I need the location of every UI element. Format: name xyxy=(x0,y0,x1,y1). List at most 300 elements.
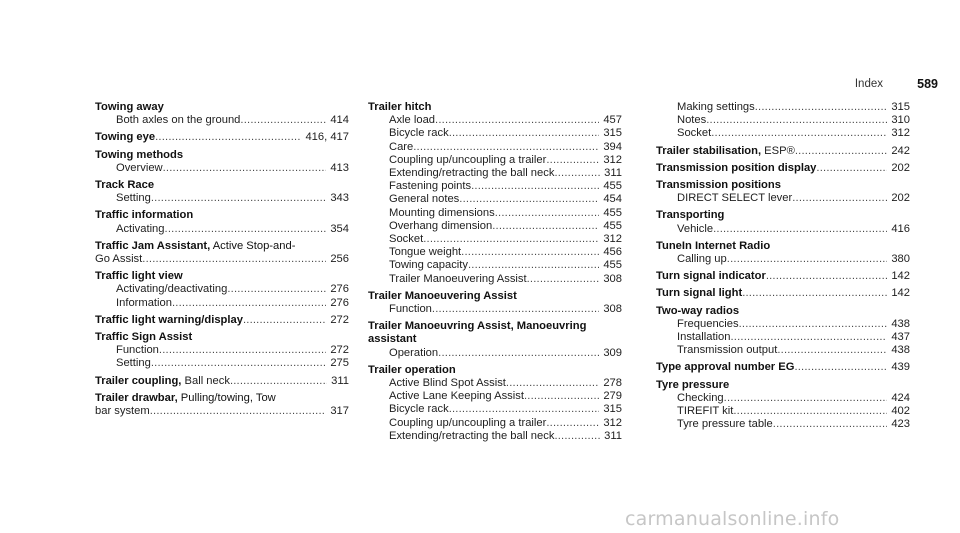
entry-heading xyxy=(95,179,349,192)
index-entry xyxy=(656,179,910,205)
index-line xyxy=(95,223,349,236)
page-ref: 275 xyxy=(330,357,349,370)
dot-leader xyxy=(554,430,600,443)
index-line xyxy=(368,377,622,390)
index-line xyxy=(368,180,622,193)
entry-heading: Traffic light warning/display xyxy=(95,313,243,326)
page-ref: 308 xyxy=(603,303,622,316)
entry-heading xyxy=(368,320,622,333)
page-ref: 202 xyxy=(891,161,910,174)
dot-leader xyxy=(492,220,599,233)
index-line xyxy=(368,430,622,443)
entry-heading-text: Trailer hitch xyxy=(368,101,432,113)
dot-leader xyxy=(795,145,888,158)
index-line xyxy=(656,344,910,357)
index-label xyxy=(389,403,449,416)
index-label xyxy=(389,180,471,193)
page-ref: 315 xyxy=(603,403,622,416)
index-label xyxy=(389,207,495,220)
index-line xyxy=(95,131,349,144)
index-label xyxy=(389,273,527,286)
index-line xyxy=(656,361,910,374)
dot-leader xyxy=(150,405,327,418)
subentry-text: Socket xyxy=(677,127,712,140)
index-label xyxy=(389,220,492,233)
page-ref: 276 xyxy=(330,283,349,296)
index-entry xyxy=(656,209,910,235)
entry-heading xyxy=(95,392,349,405)
index-entry xyxy=(95,209,349,235)
dot-leader xyxy=(240,114,326,127)
page-ref: 312 xyxy=(603,233,622,246)
dot-leader xyxy=(461,246,599,259)
page-ref: 308 xyxy=(603,272,622,285)
index-label xyxy=(389,154,546,167)
dot-leader xyxy=(468,259,599,272)
index-label xyxy=(116,223,165,236)
dot-leader xyxy=(230,375,327,388)
subentry-text: Towing capacity xyxy=(389,259,468,272)
entry-heading: Trailer coupling, xyxy=(95,374,182,387)
dot-leader xyxy=(777,344,887,357)
index-label xyxy=(95,253,142,266)
index-label xyxy=(677,331,731,344)
index-label xyxy=(656,270,766,283)
index-label xyxy=(656,361,794,374)
dot-leader xyxy=(773,418,888,431)
dot-leader xyxy=(495,207,600,220)
page-ref: 414 xyxy=(330,114,349,127)
page-ref: 380 xyxy=(891,253,910,266)
index-line xyxy=(95,357,349,370)
dot-leader xyxy=(155,131,301,144)
page-ref: 312 xyxy=(603,153,622,166)
index-column-2 xyxy=(368,101,622,443)
page-ref: 278 xyxy=(603,377,622,390)
index-line xyxy=(368,141,622,154)
subentry-text: Go Assist xyxy=(95,253,143,266)
dot-leader xyxy=(816,162,887,175)
index-entry xyxy=(95,240,349,266)
dot-leader xyxy=(172,297,326,310)
subentry-text: Vehicle xyxy=(677,222,714,235)
subentry-text: Function xyxy=(116,344,159,357)
subentry-text: Information xyxy=(116,296,172,309)
page-ref: 416 xyxy=(891,222,910,235)
page-header xyxy=(0,78,938,94)
page-ref: 279 xyxy=(603,390,622,403)
page-ref: 276 xyxy=(330,296,349,309)
subentry-text: Making settings xyxy=(677,101,755,113)
subentry-text: Bicycle rack xyxy=(389,403,449,416)
page-ref: 455 xyxy=(603,180,622,193)
dot-leader xyxy=(766,270,888,283)
subentry-text: Setting xyxy=(116,357,151,370)
index-entry xyxy=(95,331,349,371)
index-line xyxy=(95,192,349,205)
entry-heading-text: TuneIn Internet Radio xyxy=(656,239,771,252)
index-label xyxy=(116,283,227,296)
dot-leader xyxy=(435,114,599,127)
dot-leader xyxy=(546,154,599,167)
index-label xyxy=(116,192,151,205)
entry-heading-text: Track Race xyxy=(95,179,155,192)
index-label xyxy=(389,233,423,246)
index-label xyxy=(116,344,159,357)
index-label xyxy=(656,287,742,300)
subentry-text: Bicycle rack xyxy=(389,127,449,140)
entry-heading-text: Trailer operation xyxy=(368,363,456,376)
dot-leader xyxy=(243,314,326,327)
index-line xyxy=(368,303,622,316)
dot-leader xyxy=(706,114,887,127)
index-label xyxy=(389,167,554,180)
index-entry xyxy=(368,290,622,316)
subentry-text: Coupling up/uncoupling a trailer xyxy=(389,416,547,429)
subentry-text: Active Blind Spot Assist xyxy=(389,377,506,390)
index-label xyxy=(389,390,524,403)
index-line xyxy=(368,193,622,206)
entry-heading xyxy=(95,149,349,162)
index-line xyxy=(368,233,622,246)
subentry-text: Extending/retracting the ball neck xyxy=(389,167,555,180)
page-ref: 423 xyxy=(891,418,910,431)
index-label xyxy=(389,193,459,206)
index-label xyxy=(677,318,739,331)
page-ref: 202 xyxy=(891,192,910,205)
index-label xyxy=(677,392,724,405)
subentry-text: Activating/deactivating xyxy=(116,283,228,296)
page-ref: 311 xyxy=(331,374,349,387)
index-label xyxy=(95,131,155,144)
entry-heading xyxy=(656,179,910,192)
subentry-text: Mounting dimensions xyxy=(389,206,495,219)
index-line xyxy=(368,390,622,403)
subentry-text: Frequencies xyxy=(677,317,739,330)
entry-heading-text: Trailer drawbar, xyxy=(95,391,178,404)
page-ref: 315 xyxy=(891,101,910,113)
entry-heading xyxy=(656,240,910,253)
index-label xyxy=(389,430,554,443)
index-entry xyxy=(656,101,910,141)
index-label xyxy=(677,344,777,357)
dot-leader xyxy=(506,377,599,390)
page-ref: 438 xyxy=(891,317,910,330)
dot-leader xyxy=(713,223,887,236)
dot-leader xyxy=(413,141,599,154)
index-entry xyxy=(656,145,910,158)
entry-heading xyxy=(95,270,349,283)
dot-leader xyxy=(459,193,599,206)
index-line xyxy=(656,192,910,205)
entry-heading xyxy=(368,290,622,303)
subentry-text: Fastening points xyxy=(389,180,472,193)
index-line xyxy=(95,405,349,418)
entry-heading-rest: ESP® xyxy=(761,144,795,157)
index-label xyxy=(389,377,506,390)
subentry-text: Operation xyxy=(389,346,439,359)
index-label xyxy=(389,141,413,154)
entry-heading xyxy=(95,240,349,253)
page-ref: 455 xyxy=(603,206,622,219)
page-ref: 312 xyxy=(603,416,622,429)
index-label xyxy=(677,405,733,418)
dot-leader xyxy=(438,347,599,360)
index-line xyxy=(95,344,349,357)
index-line xyxy=(95,375,349,388)
index-label xyxy=(389,347,438,360)
page-ref: 242 xyxy=(891,144,910,157)
index-label xyxy=(116,162,163,175)
dot-leader xyxy=(227,283,326,296)
index-entry xyxy=(95,131,349,144)
index-label xyxy=(656,162,816,175)
subentry-text: Care xyxy=(389,140,414,153)
index-entry xyxy=(656,379,910,432)
dot-leader xyxy=(554,167,600,180)
dot-leader xyxy=(142,253,326,266)
index-line xyxy=(656,162,910,175)
subentry-text: Both axles on the ground xyxy=(116,114,241,127)
subentry-text: Coupling up/uncoupling a trailer xyxy=(389,153,547,166)
index-entry xyxy=(656,270,910,283)
index-entry xyxy=(95,375,349,388)
index-entry xyxy=(368,320,622,360)
index-label xyxy=(116,297,172,310)
subentry-text: TIREFIT kit xyxy=(677,405,734,418)
entry-heading-rest: Pulling/towing, Tow xyxy=(177,391,276,404)
entry-heading xyxy=(95,331,349,344)
index-line xyxy=(368,114,622,127)
page-ref: 402 xyxy=(891,405,910,418)
dot-leader xyxy=(711,127,887,140)
index-label xyxy=(389,127,449,140)
entry-heading xyxy=(656,379,910,392)
index-label xyxy=(116,114,240,127)
index-line xyxy=(95,283,349,296)
entry-heading xyxy=(368,364,622,377)
index-entry xyxy=(368,101,622,286)
index-entry xyxy=(656,305,910,358)
dot-leader xyxy=(731,331,888,344)
page-ref: 416, 417 xyxy=(305,131,349,144)
entry-heading: Transmission position display xyxy=(656,161,817,174)
entry-heading xyxy=(95,209,349,222)
index-label xyxy=(95,375,230,388)
entry-heading-text: Traffic Jam Assistant, xyxy=(95,239,211,252)
page-ref: 256 xyxy=(330,253,349,266)
subentry-text: Function xyxy=(389,303,432,316)
index-line xyxy=(368,246,622,259)
dot-leader xyxy=(546,417,599,430)
dot-leader xyxy=(742,287,887,300)
index-entry xyxy=(95,392,349,418)
entry-heading xyxy=(368,101,622,114)
index-label xyxy=(389,246,461,259)
dot-leader xyxy=(159,344,326,357)
subentry-text: DIRECT SELECT lever xyxy=(677,192,793,205)
entry-heading-text: Traffic light view xyxy=(95,270,183,283)
dot-leader xyxy=(792,192,887,205)
index-line xyxy=(656,331,910,344)
index-label xyxy=(677,127,711,140)
dot-leader xyxy=(524,390,599,403)
index-line xyxy=(656,287,910,300)
page-ref: 309 xyxy=(603,346,622,359)
dot-leader xyxy=(794,361,887,374)
entry-heading xyxy=(95,101,349,114)
entry-heading: Turn signal indicator xyxy=(656,270,766,283)
entry-heading-text: Tyre pressure xyxy=(656,378,730,391)
entry-heading-text: Trailer Manoeuvring Assist, Manoeuvring xyxy=(368,320,587,333)
index-line xyxy=(368,259,622,272)
index-line xyxy=(656,145,910,158)
page-ref: 311 xyxy=(604,167,622,180)
entry-heading-text: Traffic information xyxy=(95,209,194,222)
entry-heading: Towing eye xyxy=(95,131,156,144)
index-line xyxy=(368,347,622,360)
entry-heading-rest: Active Stop-and- xyxy=(210,239,296,252)
index-label xyxy=(677,192,792,205)
subentry-text: Calling up xyxy=(677,253,727,266)
subentry-text: Setting xyxy=(116,192,151,205)
page-ref: 272 xyxy=(330,313,349,326)
entry-heading xyxy=(656,305,910,318)
entry-heading xyxy=(656,209,910,222)
dot-leader xyxy=(151,357,326,370)
index-label xyxy=(95,405,150,418)
index-line xyxy=(656,405,910,418)
entry-heading: Turn signal light xyxy=(656,287,743,300)
subentry-text: Tongue weight xyxy=(389,246,462,259)
dot-leader xyxy=(165,223,327,236)
index-entry xyxy=(368,364,622,443)
entry-heading-text: Transmission positions xyxy=(656,179,781,192)
dot-leader xyxy=(423,233,599,246)
page-ref: 310 xyxy=(891,114,910,127)
page-ref: 354 xyxy=(330,222,349,235)
index-line xyxy=(656,318,910,331)
index-label xyxy=(677,223,713,236)
page-ref: 439 xyxy=(891,361,910,374)
subentry-text: Checking xyxy=(677,391,724,404)
index-line xyxy=(368,273,622,286)
index-entry xyxy=(95,179,349,205)
index-label xyxy=(656,145,795,158)
entry-heading-text: Trailer Manoeuvering Assist xyxy=(368,289,517,302)
index-label xyxy=(389,259,468,272)
index-line xyxy=(656,270,910,283)
page-ref: 311 xyxy=(604,429,622,442)
dot-leader xyxy=(733,405,887,418)
subentry-text: bar system xyxy=(95,405,150,418)
index-label xyxy=(389,114,435,127)
subentry-text: Overhang dimension xyxy=(389,219,493,232)
entry-heading: Trailer stabilisation, xyxy=(656,144,762,157)
dot-leader xyxy=(449,127,600,140)
entry-heading-text: Towing away xyxy=(95,101,164,113)
entry-heading-cont: assistant xyxy=(368,333,417,346)
index-entry xyxy=(95,149,349,175)
index-entry xyxy=(95,314,349,327)
index-entry xyxy=(95,270,349,310)
subentry-text: General notes xyxy=(389,193,460,206)
index-line xyxy=(95,314,349,327)
entry-heading-text: Towing methods xyxy=(95,148,184,161)
index-label xyxy=(389,417,546,430)
index-entry xyxy=(656,162,910,175)
index-line xyxy=(656,223,910,236)
index-line xyxy=(656,253,910,266)
dot-leader xyxy=(727,253,888,266)
entry-heading-text: Transporting xyxy=(656,209,725,222)
index-line xyxy=(656,418,910,431)
watermark: carmanualsonline.info xyxy=(625,508,840,530)
index-label xyxy=(389,303,432,316)
page-ref: 456 xyxy=(603,246,622,259)
dot-leader xyxy=(755,101,888,114)
index-line xyxy=(368,403,622,416)
page-ref: 142 xyxy=(891,270,910,283)
index-line xyxy=(368,154,622,167)
entry-heading: Type approval number EG xyxy=(656,361,795,374)
page-number: 589 xyxy=(917,77,938,91)
page-ref: 424 xyxy=(891,391,910,404)
subentry-text: Installation xyxy=(677,331,731,344)
index-line xyxy=(656,392,910,405)
subentry-text: Extending/retracting the ball neck xyxy=(389,429,555,442)
dot-leader xyxy=(739,318,888,331)
dot-leader xyxy=(724,392,888,405)
subentry-text: Axle load xyxy=(389,114,436,127)
index-column-3 xyxy=(656,101,910,431)
dot-leader xyxy=(432,303,599,316)
page-ref: 455 xyxy=(603,259,622,272)
page-ref: 272 xyxy=(330,344,349,357)
index-line xyxy=(95,162,349,175)
index-column-1 xyxy=(95,101,349,418)
subentry-text: Tyre pressure table xyxy=(677,418,773,431)
subentry-text: Notes xyxy=(677,114,707,127)
index-entry xyxy=(95,101,349,127)
subentry-text: Activating xyxy=(116,222,165,235)
dot-leader xyxy=(163,162,327,175)
dot-leader xyxy=(471,180,599,193)
page-ref: 437 xyxy=(891,331,910,344)
index-line xyxy=(656,114,910,127)
index-line xyxy=(368,417,622,430)
subentry-text: Active Lane Keeping Assist xyxy=(389,390,524,403)
index-label xyxy=(677,418,773,431)
subentry-text: Socket xyxy=(389,233,424,246)
index-label xyxy=(677,253,727,266)
page-ref: 413 xyxy=(330,161,349,174)
entry-heading-text: Traffic Sign Assist xyxy=(95,331,193,344)
index-line xyxy=(368,127,622,140)
index-label xyxy=(116,357,151,370)
page-ref: 454 xyxy=(603,193,622,206)
entry-heading-text: Two-way radios xyxy=(656,304,740,317)
index-line xyxy=(95,253,349,266)
page-ref: 315 xyxy=(603,127,622,140)
page-ref: 438 xyxy=(891,344,910,357)
page-ref: 457 xyxy=(603,114,622,127)
index-entry xyxy=(656,240,910,266)
subentry-text: Trailer Manoeuvering Assist xyxy=(389,272,527,285)
index-line xyxy=(95,297,349,310)
page-ref: 455 xyxy=(603,219,622,232)
page-ref: 394 xyxy=(603,140,622,153)
